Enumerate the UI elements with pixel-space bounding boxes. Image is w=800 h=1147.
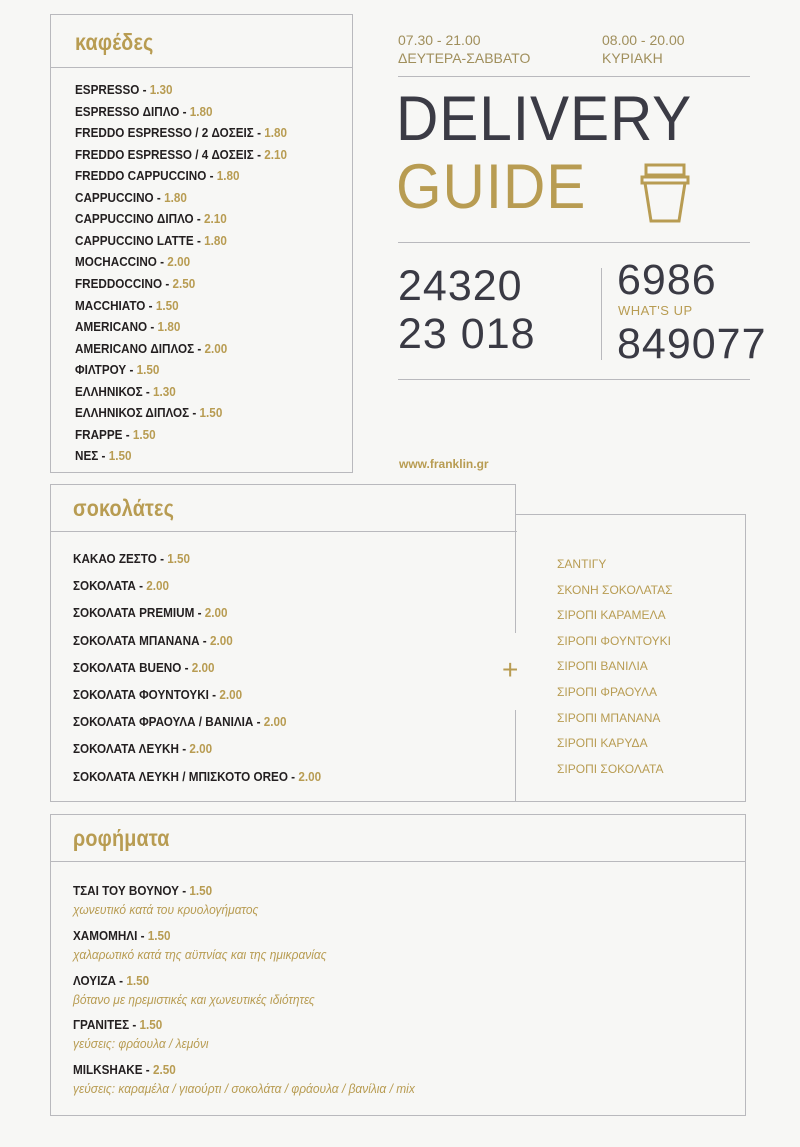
extras-divider-bottom [515,710,516,802]
item-name: CAPPUCCINO [75,189,154,205]
item-price: 1.50 [136,362,160,378]
extra-topping-item: ΣΙΡΟΠΙ ΦΟΥΝΤΟΥΚΙ [557,633,672,648]
item-price: 1.80 [204,232,227,248]
price-separator: - [139,82,150,97]
item-price: 2.00 [167,254,191,270]
price-separator: - [253,146,265,162]
beverage-item [73,928,171,943]
coffee-item [75,319,180,334]
price-separator: - [193,232,205,248]
beverage-description: γεύσεις: φράουλα / λεμόνι [73,1036,209,1052]
item-price: 2.50 [172,275,196,291]
item-price: 2.50 [152,1062,176,1078]
price-separator: - [194,340,205,356]
coffee-item [75,427,156,442]
chocolate-item [73,769,321,784]
beverage-item [73,973,149,988]
item-name: ΓΡΑΝΙΤΕΣ [73,1017,130,1033]
chocolate-item [73,633,233,648]
coffee-cup-icon [638,163,692,223]
weekday-hours-time: 07.30 - 21.00 [398,32,481,48]
coffee-item [75,125,287,140]
extra-topping-item: ΣΙΡΟΠΙ ΒΑΝΙΛΙΑ [557,659,648,674]
coffee-item [75,405,222,420]
extra-topping-item: ΣΙΡΟΠΙ ΚΑΡΑΜΕΛΑ [557,608,666,623]
phone-landline-line2: 23 018 [398,310,536,358]
item-name: AMERICANO ΔΙΠΛΟΣ [75,340,195,356]
beverage-item [73,1017,162,1032]
weekday-hours [398,31,530,67]
title-guide: GUIDE [396,152,587,222]
coffee-item [75,254,190,269]
price-separator: - [153,189,165,205]
price-separator: - [178,883,190,898]
beverages-section [50,814,746,1116]
extra-topping-item: ΣΙΡΟΠΙ ΚΑΡΥΔΑ [557,736,648,751]
section-divider [51,861,745,862]
price-separator: - [287,768,299,784]
extras-section [515,514,746,802]
extra-topping-item: ΣΙΡΟΠΙ ΣΟΚΟΛΑΤΑ [557,761,664,776]
extra-topping-item: ΣΙΡΟΠΙ ΦΡΑΟΥΛΑ [557,685,657,699]
item-name: ΝΕΣ [75,448,99,464]
item-price: 2.10 [264,146,288,162]
item-name: MOCHACCINO [75,254,157,270]
beverage-item [73,1062,176,1077]
item-price: 1.30 [153,383,176,399]
price-separator: - [135,578,147,594]
chocolate-item [73,578,169,593]
item-price: 2.00 [209,632,233,648]
item-name: FREDDO CAPPUCCINO [75,168,207,184]
item-price: 2.00 [204,340,228,356]
phone-mobile-line2: 849077 [617,320,767,368]
item-name: ΧΑΜΟΜΗΛΙ [73,927,138,943]
header-divider-top [398,76,750,77]
item-price: 2.00 [298,768,322,784]
extra-topping-item: ΣΚΟΝΗ ΣΟΚΟΛΑΤΑΣ [557,582,673,597]
item-name: ΚΑΚΑΟ ΖΕΣΤΟ [73,551,157,566]
item-name: AMERICANO [75,319,148,335]
chocolate-item [73,714,287,729]
section-divider [51,67,352,68]
item-name: FRAPPE [75,426,123,442]
chocolates-section-title: σοκολάτες [73,495,175,521]
item-price: 1.50 [189,883,213,898]
price-separator: - [122,426,133,442]
price-separator: - [253,714,264,730]
price-separator: - [126,362,137,378]
phone-landline [398,262,536,358]
item-price: 2.00 [219,687,243,702]
item-name: ΣΟΚΟΛΑΤΑ [73,578,136,594]
item-name: ΕΛΛΗΝΙΚΟΣ [75,383,143,399]
item-name: ΣΟΚΟΛΑΤΑ ΦΡΑΟΥΛΑ / ΒΑΝΙΛΙΑ [73,714,254,730]
price-separator: - [147,319,158,335]
item-name: ΣΟΚΟΛΑΤΑ BUENO [73,659,182,675]
price-separator: - [145,297,156,313]
price-separator: - [129,1017,140,1033]
plus-sign: + [502,654,519,685]
beverages-section-title: ροφήματα [73,825,170,851]
coffee-item [75,190,187,205]
item-price: 2.10 [204,211,227,227]
coffee-item [75,362,159,377]
coffee-item [75,168,240,183]
item-name: ΤΣΑΙ ΤΟΥ ΒΟΥΝΟΥ [73,883,179,898]
item-price: 2.00 [146,578,170,594]
item-name: FREDDOCCINO [75,275,163,291]
item-price: 1.50 [147,927,171,943]
price-separator: - [98,448,109,464]
beverage-item [73,883,212,898]
price-separator: - [162,275,173,291]
beverage-description: γεύσεις: καραμέλα / γιαούρτι / σοκολάτα / φράουλα / βανίλια / mix [73,1081,415,1097]
item-price: 1.80 [216,168,240,184]
item-price: 2.00 [189,741,213,757]
item-name: ΕΛΛΗΝΙΚΟΣ ΔΙΠΛΟΣ [75,405,190,421]
coffee-item [75,147,287,162]
item-price: 1.80 [164,189,187,205]
price-separator: - [142,1062,153,1078]
item-name: ΛΟΥΙΖΑ [73,972,116,988]
coffee-item [75,233,227,248]
price-separator: - [178,741,190,757]
item-name: CAPPUCCINO LATTE [75,232,194,248]
price-separator: - [179,103,190,119]
coffee-section-title: καφέδες [75,29,154,55]
chocolate-item [73,605,228,620]
price-separator: - [181,659,192,675]
coffee-item [75,298,179,313]
section-divider [51,531,517,532]
item-price: 1.50 [108,448,132,464]
price-separator: - [156,254,168,270]
price-separator: - [193,211,205,227]
item-price: 1.80 [264,125,288,141]
beverage-description: βότανο με ηρεμιστικές και χωνευτικές ιδιότητες [73,991,315,1007]
chocolate-item [73,551,190,566]
chocolate-item [73,687,242,702]
extra-topping-item: ΣΙΡΟΠΙ ΜΠΑΝΑΝΑ [557,710,661,725]
title-delivery: DELIVERY [396,84,693,154]
item-price: 2.00 [204,605,228,621]
item-name: MILKSHAKE [73,1062,143,1078]
sunday-hours-time: 08.00 - 20.00 [602,32,685,48]
item-price: 1.50 [132,426,156,442]
coffee-item [75,211,227,226]
item-name: ΦΙΛΤΡΟΥ [75,362,127,378]
price-separator: - [253,125,265,141]
phone-landline-line1: 24320 [398,262,523,310]
item-price: 1.50 [126,972,150,988]
price-separator: - [115,972,127,988]
chocolate-item [73,660,215,675]
item-price: 1.50 [139,1017,163,1033]
item-name: ΣΟΚΟΛΑΤΑ PREMIUM [73,605,195,621]
chocolates-section [50,484,519,802]
weekday-hours-days: ΔΕΥΤΕΡΑ-ΣΑΒΒΑΤΟ [398,50,531,66]
item-name: FREDDO ESPRESSO / 2 ΔΟΣΕΙΣ [75,125,254,141]
extras-divider-top [515,531,516,633]
price-separator: - [206,168,217,184]
item-name: ΣΟΚΟΛΑΤΑ ΦΟΥΝΤΟΥΚΙ [73,687,209,702]
price-separator: - [199,632,210,648]
item-name: MACCHIATO [75,297,146,313]
item-name: ESPRESSO ΔΙΠΛΟ [75,103,180,119]
sunday-hours-days: ΚΥΡΙΑΚΗ [602,50,663,66]
item-price: 1.80 [189,103,213,119]
item-price: 1.50 [167,551,191,566]
extra-topping-item: ΣΑΝΤΙΓΥ [557,557,607,571]
item-price: 2.00 [263,714,287,730]
sunday-hours [602,31,685,67]
coffee-item [75,341,227,356]
coffee-section [50,14,353,473]
item-name: ΣΟΚΟΛΑΤΑ ΛΕΥΚΗ [73,741,179,757]
coffee-item [75,276,195,291]
coffee-item [75,104,213,119]
item-price: 1.30 [149,82,173,97]
phone-divider [601,268,602,360]
coffee-item [75,384,176,399]
header-divider-mid [398,242,750,243]
coffee-item [75,448,131,463]
item-price: 1.50 [199,405,223,421]
item-name: ΣΟΚΟΛΑΤΑ ΛΕΥΚΗ / ΜΠΙΣΚΟΤΟ OREO [73,768,288,784]
item-price: 2.00 [191,659,215,675]
coffee-item [75,82,173,97]
item-name: ESPRESSO [75,82,140,97]
price-separator: - [142,383,154,399]
phone-mobile-line1: 6986 [617,256,717,304]
whatsapp-label: WHAT'S UP [618,303,693,318]
price-separator: - [208,687,220,702]
item-price: 1.50 [155,297,179,313]
price-separator: - [137,927,148,943]
item-name: ΣΟΚΟΛΑΤΑ ΜΠΑΝΑΝΑ [73,632,200,648]
price-separator: - [194,605,205,621]
price-separator: - [189,405,200,421]
price-separator: - [156,551,168,566]
item-price: 1.80 [157,319,181,335]
chocolate-item [73,741,212,756]
header-divider-bottom [398,379,750,380]
beverage-description: χαλαρωτικό κατά της αϋπνίας και της ημικρανίας [73,946,327,962]
beverage-description: χωνευτικό κατά του κρυολογήματος [73,902,259,917]
item-name: CAPPUCCINO ΔΙΠΛΟ [75,211,194,227]
website-link[interactable]: www.franklin.gr [399,457,489,471]
item-name: FREDDO ESPRESSO / 4 ΔΟΣΕΙΣ [75,146,254,162]
